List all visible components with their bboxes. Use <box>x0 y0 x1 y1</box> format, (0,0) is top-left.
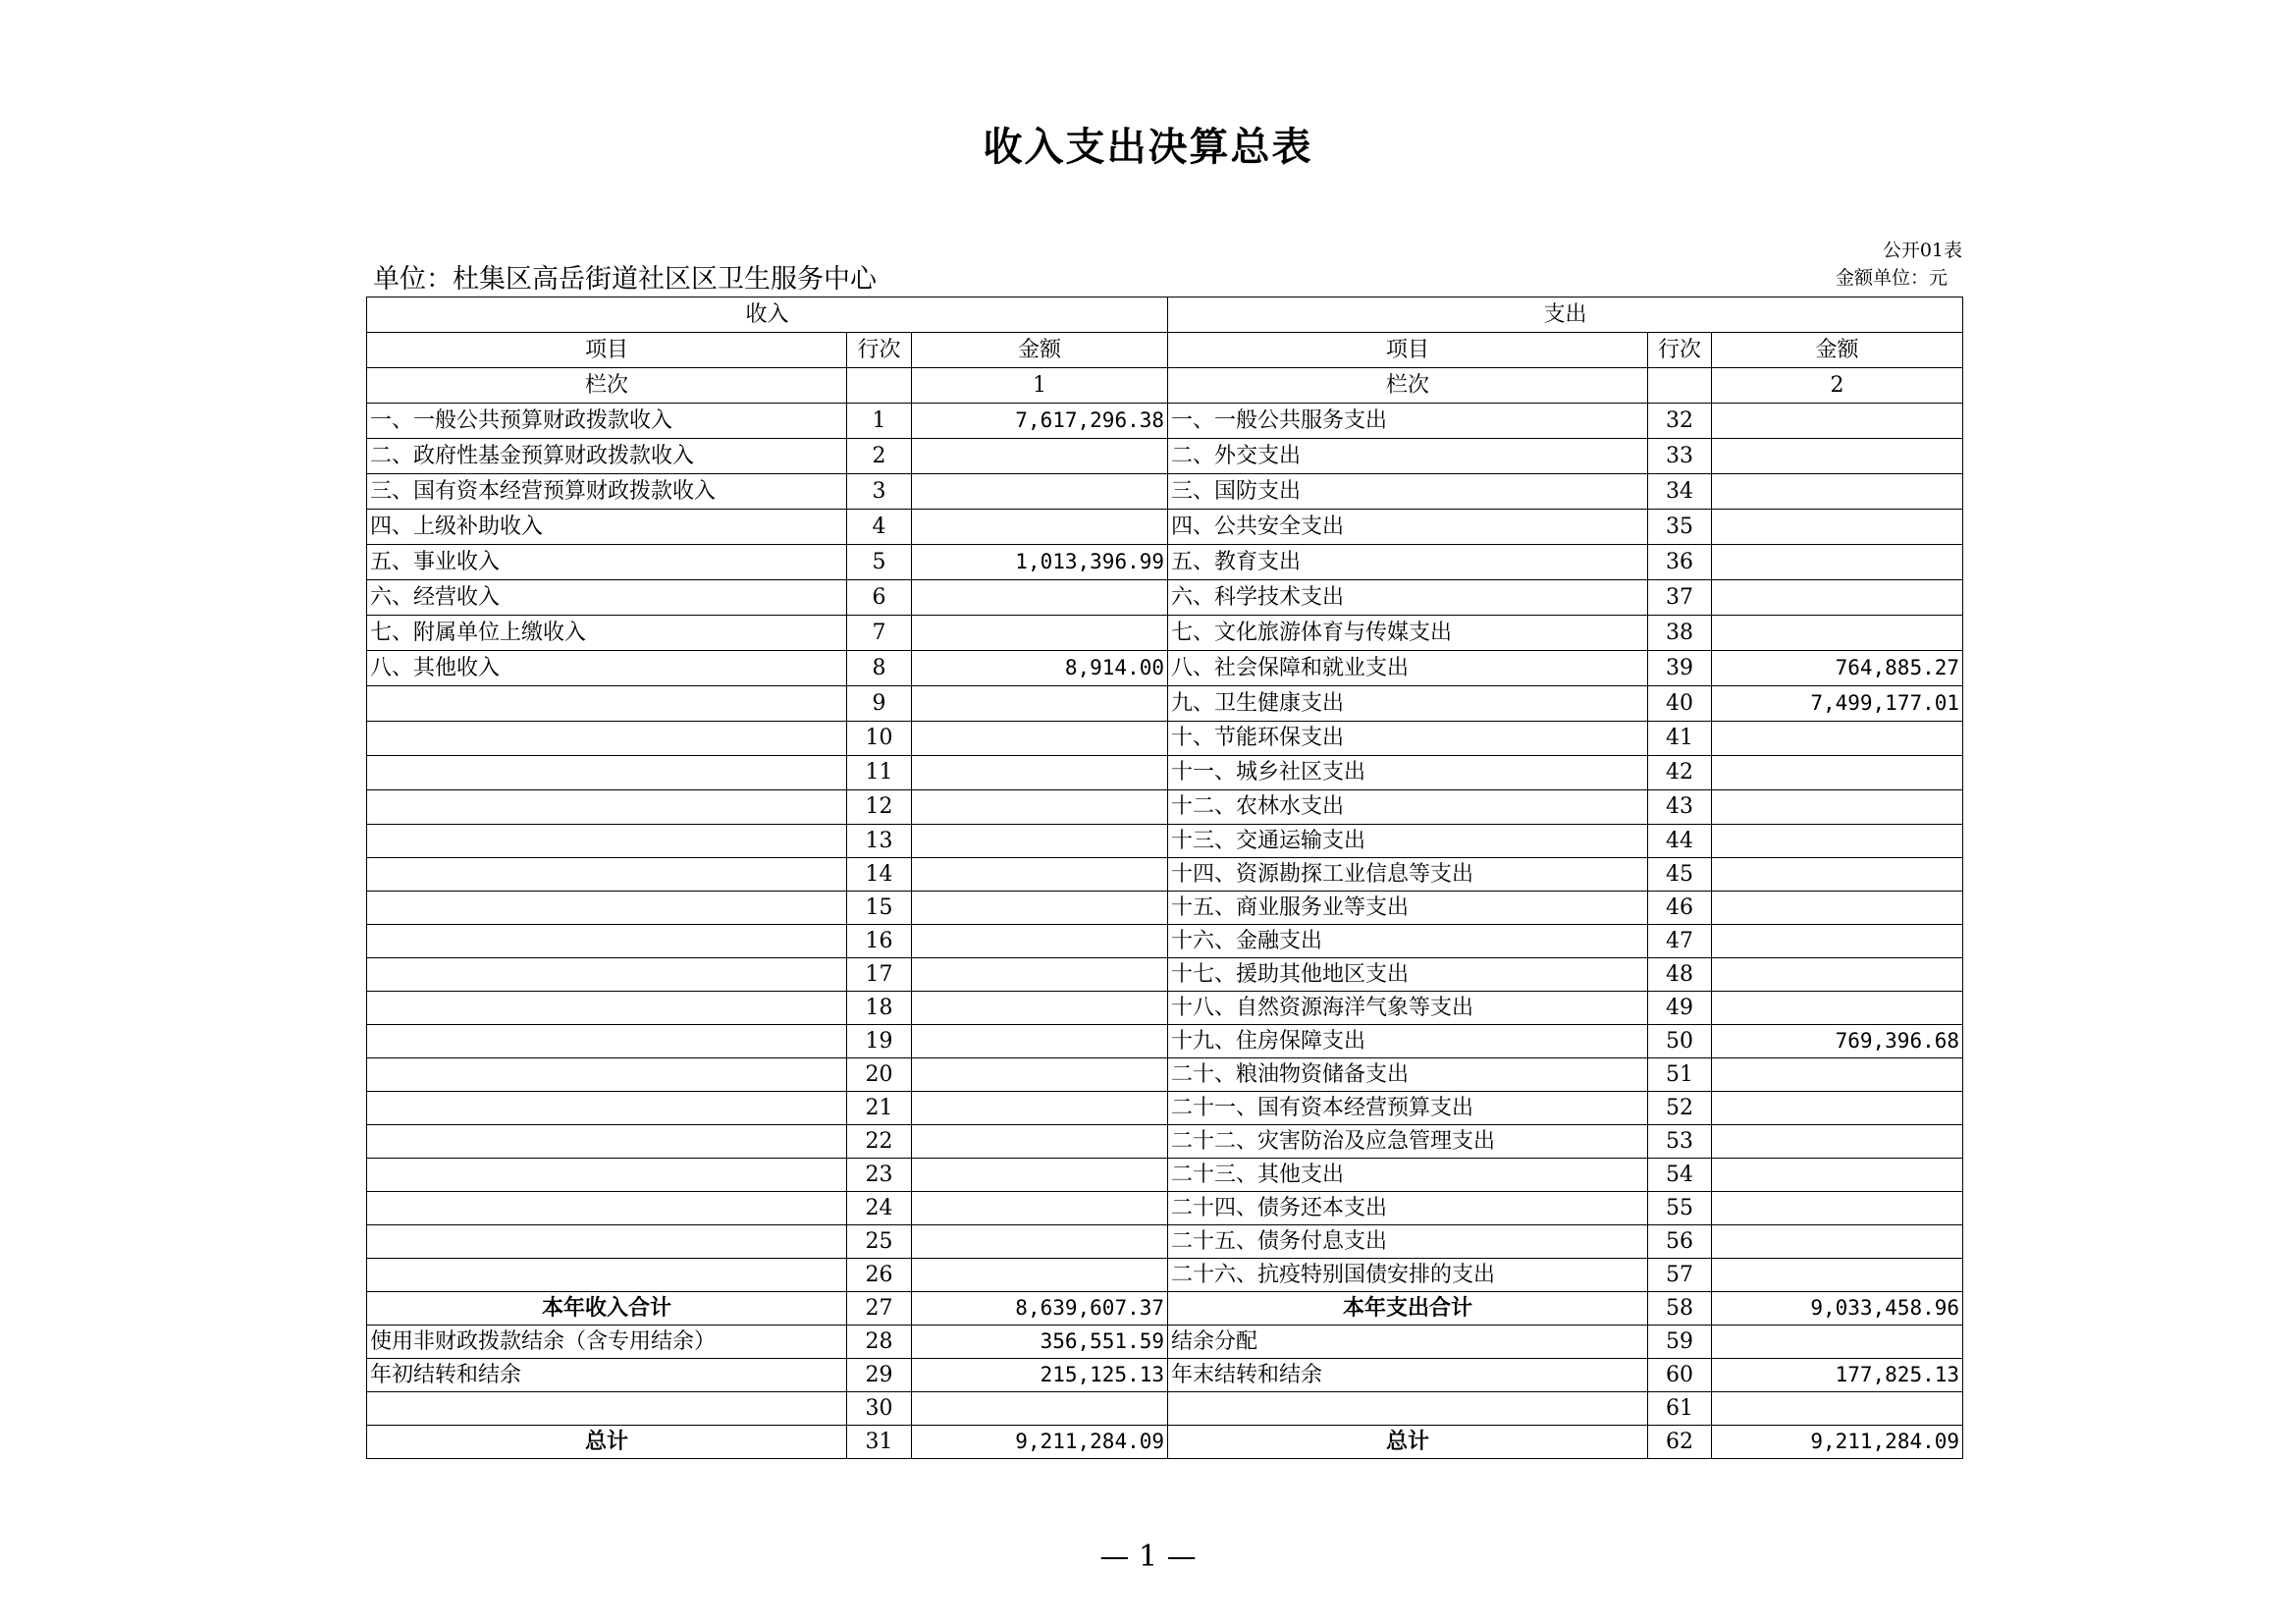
expense-item-header: 项目 <box>1168 333 1648 368</box>
expense-line-number: 44 <box>1648 825 1712 858</box>
income-amount: 7,617,296.38 <box>912 404 1168 439</box>
income-column-label-line <box>847 368 912 404</box>
income-line-number: 10 <box>847 722 912 756</box>
income-line-number: 17 <box>847 958 912 992</box>
expense-total-line: 58 <box>1648 1292 1712 1326</box>
expense-item: 十二、农林水支出 <box>1168 790 1648 825</box>
income-item: 五、事业收入 <box>367 545 847 580</box>
income-amount <box>912 1125 1168 1159</box>
income-amount <box>912 1092 1168 1125</box>
table-row <box>367 925 1963 958</box>
expense-line-number: 52 <box>1648 1092 1712 1125</box>
expense-item: 十五、商业服务业等支出 <box>1168 892 1648 925</box>
expense-item: 二十三、其他支出 <box>1168 1159 1648 1192</box>
expense-line-number: 48 <box>1648 958 1712 992</box>
expense-total-label: 总计 <box>1168 1426 1648 1459</box>
income-line-number: 1 <box>847 404 912 439</box>
table-row <box>367 892 1963 925</box>
expense-line-number: 43 <box>1648 790 1712 825</box>
income-item <box>367 1025 847 1058</box>
expense-item: 二十一、国有资本经营预算支出 <box>1168 1092 1648 1125</box>
expense-amount <box>1712 992 1963 1025</box>
expense-item: 八、社会保障和就业支出 <box>1168 651 1648 686</box>
expense-item: 一、一般公共服务支出 <box>1168 404 1648 439</box>
header-row-column-labels <box>367 368 1963 404</box>
expense-amount: 769,396.68 <box>1712 1025 1963 1058</box>
income-item: 二、政府性基金预算财政拨款收入 <box>367 439 847 474</box>
table-row <box>367 651 1963 686</box>
income-total-amount: 8,639,607.37 <box>912 1292 1168 1326</box>
income-item <box>367 825 847 858</box>
table-row <box>367 992 1963 1025</box>
expense-total-line: 62 <box>1648 1426 1712 1459</box>
income-amount: 1,013,396.99 <box>912 545 1168 580</box>
expense-line-header: 行次 <box>1648 333 1712 368</box>
expense-amount <box>1712 439 1963 474</box>
expense-amount <box>1712 1192 1963 1225</box>
expense-total-amount: 9,033,458.96 <box>1712 1292 1963 1326</box>
expense-amount <box>1712 545 1963 580</box>
income-line-number: 5 <box>847 545 912 580</box>
income-amount <box>912 756 1168 790</box>
expense-item: 十九、住房保障支出 <box>1168 1025 1648 1058</box>
income-line-number: 26 <box>847 1259 912 1292</box>
table-row <box>367 1159 1963 1192</box>
income-item: 一、一般公共预算财政拨款收入 <box>367 404 847 439</box>
income-item <box>367 722 847 756</box>
table-row <box>367 439 1963 474</box>
expense-amount <box>1712 1125 1963 1159</box>
income-item <box>367 1092 847 1125</box>
income-amount: 356,551.59 <box>912 1326 1168 1359</box>
income-amount <box>912 1392 1168 1426</box>
income-column-number: 1 <box>912 368 1168 404</box>
expense-amount-header: 金额 <box>1712 333 1963 368</box>
expense-item: 三、国防支出 <box>1168 474 1648 510</box>
income-item <box>367 790 847 825</box>
income-line-number: 7 <box>847 616 912 651</box>
income-total-amount: 9,211,284.09 <box>912 1426 1168 1459</box>
income-amount <box>912 1225 1168 1259</box>
expense-amount: 7,499,177.01 <box>1712 686 1963 722</box>
expense-item: 十一、城乡社区支出 <box>1168 756 1648 790</box>
expense-item: 十六、金融支出 <box>1168 925 1648 958</box>
income-amount <box>912 925 1168 958</box>
expense-line-number: 42 <box>1648 756 1712 790</box>
page-title: 收入支出决算总表 <box>983 125 1313 170</box>
grand-total-row <box>367 1426 1963 1459</box>
income-line-number: 3 <box>847 474 912 510</box>
table-row <box>367 1392 1963 1426</box>
expense-header: 支出 <box>1168 298 1963 333</box>
income-item: 四、上级补助收入 <box>367 510 847 545</box>
table-row <box>367 545 1963 580</box>
money-unit: 金额单位：元 <box>1835 267 1948 289</box>
income-line-number: 25 <box>847 1225 912 1259</box>
expense-amount <box>1712 958 1963 992</box>
expense-item: 结余分配 <box>1168 1326 1648 1359</box>
expense-amount <box>1712 474 1963 510</box>
table-row <box>367 510 1963 545</box>
income-item: 六、经营收入 <box>367 580 847 616</box>
income-amount <box>912 510 1168 545</box>
expense-line-number: 33 <box>1648 439 1712 474</box>
expense-amount: 177,825.13 <box>1712 1359 1963 1392</box>
income-item <box>367 686 847 722</box>
expense-line-number: 36 <box>1648 545 1712 580</box>
expense-amount <box>1712 892 1963 925</box>
income-line-number: 9 <box>847 686 912 722</box>
expense-line-number: 45 <box>1648 858 1712 892</box>
income-amount <box>912 474 1168 510</box>
expense-line-number: 60 <box>1648 1359 1712 1392</box>
table-row <box>367 1058 1963 1092</box>
table-row <box>367 958 1963 992</box>
expense-line-number: 37 <box>1648 580 1712 616</box>
table-row <box>367 1192 1963 1225</box>
income-item-header: 项目 <box>367 333 847 368</box>
income-line-number: 30 <box>847 1392 912 1426</box>
table-row <box>367 1326 1963 1359</box>
expense-line-number: 32 <box>1648 404 1712 439</box>
income-line-number: 4 <box>847 510 912 545</box>
income-total-label: 总计 <box>367 1426 847 1459</box>
income-amount <box>912 1259 1168 1292</box>
income-line-number: 11 <box>847 756 912 790</box>
unit-name: 单位：杜集区高岳街道社区区卫生服务中心 <box>373 264 877 295</box>
expense-amount <box>1712 722 1963 756</box>
expense-line-number: 50 <box>1648 1025 1712 1058</box>
expense-amount <box>1712 1392 1963 1426</box>
expense-item: 二十四、债务还本支出 <box>1168 1192 1648 1225</box>
income-item: 八、其他收入 <box>367 651 847 686</box>
income-item: 七、附属单位上缴收入 <box>367 616 847 651</box>
expense-line-number: 55 <box>1648 1192 1712 1225</box>
expense-line-number: 41 <box>1648 722 1712 756</box>
expense-amount <box>1712 790 1963 825</box>
expense-amount <box>1712 1092 1963 1125</box>
income-amount <box>912 958 1168 992</box>
expense-item: 四、公共安全支出 <box>1168 510 1648 545</box>
income-line-number: 8 <box>847 651 912 686</box>
table-row <box>367 858 1963 892</box>
expense-item: 十、节能环保支出 <box>1168 722 1648 756</box>
income-amount: 8,914.00 <box>912 651 1168 686</box>
income-amount <box>912 790 1168 825</box>
expense-line-number: 49 <box>1648 992 1712 1025</box>
expense-column-label-line <box>1648 368 1712 404</box>
income-amount <box>912 992 1168 1025</box>
income-line-number: 12 <box>847 790 912 825</box>
expense-item: 二十、粮油物资储备支出 <box>1168 1058 1648 1092</box>
income-item: 年初结转和结余 <box>367 1359 847 1392</box>
expense-item: 二十六、抗疫特别国债安排的支出 <box>1168 1259 1648 1292</box>
income-amount <box>912 722 1168 756</box>
income-line-number: 23 <box>847 1159 912 1192</box>
income-line-number: 15 <box>847 892 912 925</box>
expense-line-number: 61 <box>1648 1392 1712 1426</box>
income-total-line: 27 <box>847 1292 912 1326</box>
table-row <box>367 1125 1963 1159</box>
expense-item: 二十二、灾害防治及应急管理支出 <box>1168 1125 1648 1159</box>
income-line-number: 6 <box>847 580 912 616</box>
expense-item: 六、科学技术支出 <box>1168 580 1648 616</box>
expense-item: 十三、交通运输支出 <box>1168 825 1648 858</box>
expense-amount <box>1712 580 1963 616</box>
expense-item: 五、教育支出 <box>1168 545 1648 580</box>
income-item <box>367 925 847 958</box>
expense-amount <box>1712 825 1963 858</box>
income-item <box>367 1225 847 1259</box>
income-line-number: 29 <box>847 1359 912 1392</box>
table-row <box>367 1092 1963 1125</box>
expense-total-label: 本年支出合计 <box>1168 1292 1648 1326</box>
expense-item: 二十五、债务付息支出 <box>1168 1225 1648 1259</box>
expense-item <box>1168 1392 1648 1426</box>
expense-line-number: 56 <box>1648 1225 1712 1259</box>
income-amount <box>912 1058 1168 1092</box>
table-row <box>367 1225 1963 1259</box>
expense-amount <box>1712 510 1963 545</box>
expense-column-label: 栏次 <box>1168 368 1648 404</box>
income-line-number: 18 <box>847 992 912 1025</box>
expense-line-number: 59 <box>1648 1326 1712 1359</box>
income-line-number: 19 <box>847 1025 912 1058</box>
income-item <box>367 1125 847 1159</box>
table-row <box>367 686 1963 722</box>
header-row-columns <box>367 333 1963 368</box>
income-item <box>367 1058 847 1092</box>
page-number: — 1 — <box>1099 1540 1197 1574</box>
income-column-label: 栏次 <box>367 368 847 404</box>
expense-item: 年末结转和结余 <box>1168 1359 1648 1392</box>
income-item <box>367 1159 847 1192</box>
expense-line-number: 57 <box>1648 1259 1712 1292</box>
expense-amount <box>1712 858 1963 892</box>
table-row <box>367 616 1963 651</box>
expense-line-number: 46 <box>1648 892 1712 925</box>
income-amount <box>912 686 1168 722</box>
income-line-number: 24 <box>847 1192 912 1225</box>
income-item <box>367 1259 847 1292</box>
table-row <box>367 404 1963 439</box>
table-row <box>367 756 1963 790</box>
income-item <box>367 958 847 992</box>
income-item <box>367 1192 847 1225</box>
expense-amount <box>1712 1159 1963 1192</box>
income-amount <box>912 616 1168 651</box>
income-amount <box>912 858 1168 892</box>
income-amount <box>912 1159 1168 1192</box>
expense-amount <box>1712 1259 1963 1292</box>
income-item <box>367 858 847 892</box>
expense-amount <box>1712 1326 1963 1359</box>
income-total-label: 本年收入合计 <box>367 1292 847 1326</box>
income-total-line: 31 <box>847 1426 912 1459</box>
table-row <box>367 580 1963 616</box>
expense-line-number: 34 <box>1648 474 1712 510</box>
income-item: 使用非财政拨款结余（含专用结余） <box>367 1326 847 1359</box>
income-line-number: 16 <box>847 925 912 958</box>
expense-amount <box>1712 925 1963 958</box>
income-item: 三、国有资本经营预算财政拨款收入 <box>367 474 847 510</box>
table-row <box>367 1025 1963 1058</box>
income-amount <box>912 580 1168 616</box>
expense-line-number: 51 <box>1648 1058 1712 1092</box>
form-number: 公开01表 <box>1882 240 1962 261</box>
expense-total-amount: 9,211,284.09 <box>1712 1426 1963 1459</box>
table-row <box>367 1359 1963 1392</box>
expense-item: 十四、资源勘探工业信息等支出 <box>1168 858 1648 892</box>
expense-item: 十七、援助其他地区支出 <box>1168 958 1648 992</box>
expense-line-number: 40 <box>1648 686 1712 722</box>
income-line-number: 13 <box>847 825 912 858</box>
expense-item: 九、卫生健康支出 <box>1168 686 1648 722</box>
income-amount <box>912 1025 1168 1058</box>
income-item <box>367 1392 847 1426</box>
income-item <box>367 992 847 1025</box>
table-row <box>367 1259 1963 1292</box>
income-item <box>367 756 847 790</box>
income-line-number: 2 <box>847 439 912 474</box>
subtotal-row <box>367 1292 1963 1326</box>
income-line-number: 21 <box>847 1092 912 1125</box>
expense-amount <box>1712 1058 1963 1092</box>
expense-amount: 764,885.27 <box>1712 651 1963 686</box>
expense-item: 十八、自然资源海洋气象等支出 <box>1168 992 1648 1025</box>
table-row <box>367 790 1963 825</box>
expense-item: 七、文化旅游体育与传媒支出 <box>1168 616 1648 651</box>
expense-line-number: 35 <box>1648 510 1712 545</box>
expense-amount <box>1712 756 1963 790</box>
expense-line-number: 38 <box>1648 616 1712 651</box>
expense-amount <box>1712 404 1963 439</box>
income-line-number: 20 <box>847 1058 912 1092</box>
income-line-number: 22 <box>847 1125 912 1159</box>
expense-amount <box>1712 1225 1963 1259</box>
income-line-number: 14 <box>847 858 912 892</box>
table-row <box>367 474 1963 510</box>
income-item <box>367 892 847 925</box>
income-amount <box>912 825 1168 858</box>
table-row <box>367 722 1963 756</box>
expense-line-number: 54 <box>1648 1159 1712 1192</box>
header-row-sections <box>367 298 1963 333</box>
income-line-header: 行次 <box>847 333 912 368</box>
expense-column-number: 2 <box>1712 368 1963 404</box>
summary-table <box>366 297 1963 1459</box>
income-amount <box>912 1192 1168 1225</box>
income-amount: 215,125.13 <box>912 1359 1168 1392</box>
expense-line-number: 39 <box>1648 651 1712 686</box>
expense-line-number: 47 <box>1648 925 1712 958</box>
expense-line-number: 53 <box>1648 1125 1712 1159</box>
table-row <box>367 825 1963 858</box>
expense-item: 二、外交支出 <box>1168 439 1648 474</box>
income-line-number: 28 <box>847 1326 912 1359</box>
income-amount <box>912 439 1168 474</box>
income-amount-header: 金额 <box>912 333 1168 368</box>
income-header: 收入 <box>367 298 1168 333</box>
income-amount <box>912 892 1168 925</box>
expense-amount <box>1712 616 1963 651</box>
